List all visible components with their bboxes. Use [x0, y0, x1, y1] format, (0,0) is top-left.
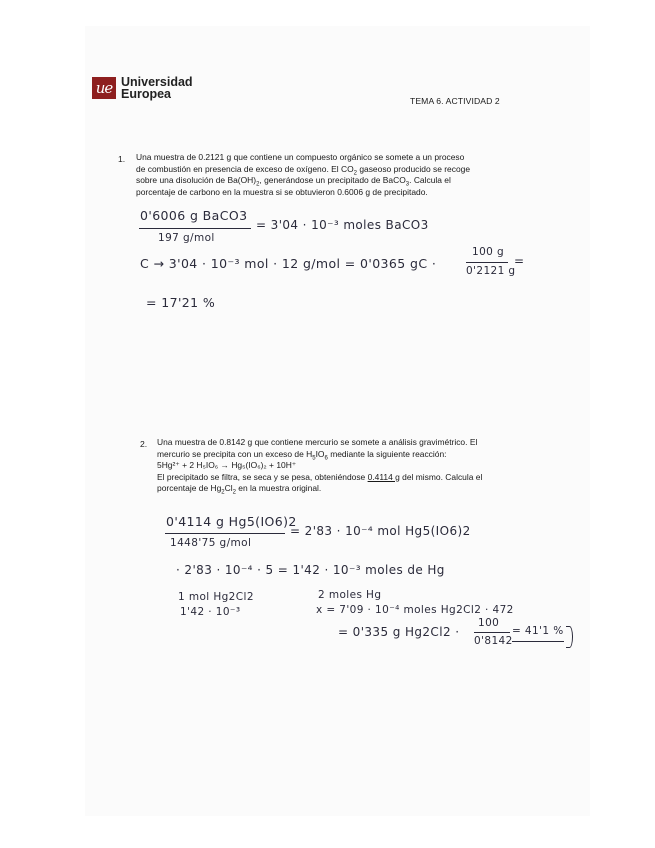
question-2-number: 2. [140, 439, 148, 449]
activity-title: TEMA 6. ACTIVIDAD 2 [410, 96, 500, 106]
hw-q1-carbon: C → 3'04 · 10⁻³ mol · 12 g/mol = 0'0365 gC · [140, 256, 437, 271]
hw-q2-denominator: 1448'75 g/mol [170, 537, 252, 549]
paper-sheet [85, 26, 590, 816]
hw-fraction-bar [474, 632, 510, 633]
hw-fraction-bar [466, 262, 508, 263]
hw-q2-ratio-a: 1 mol Hg2Cl2 [178, 591, 254, 603]
q1-line: sobre una disolución de $Ba(OH)_2$, generándose un precipitado de BaCO$_3$. Calcula el [136, 175, 451, 188]
question-2-text [157, 437, 482, 495]
hw-q2-moles-hg: · 2'83 · 10⁻⁴ · 5 = 1'42 · 10⁻³ moles de Hg [176, 563, 445, 577]
logo-mark-icon: ue [92, 77, 116, 99]
question-1-text [136, 152, 470, 198]
question-1-number: 1. [118, 154, 126, 164]
hw-q2-result: = 2'83 · 10⁻⁴ mol Hg5(IO6)2 [290, 524, 471, 538]
hw-q2-ratio-b: 2 moles Hg [318, 589, 382, 601]
hw-q2-ratio-c: 1'42 · 10⁻³ [180, 606, 241, 618]
hw-q1-numerator: 0'6006 g BaCO3 [140, 208, 248, 223]
q2-line: mercurio se precipita con un exceso de $H_5IO_6$ mediante la siguiente reacción: [157, 448, 447, 462]
hw-q1-frac-den: 0'2121 g [466, 265, 516, 277]
hw-fraction-bar [165, 533, 285, 534]
hw-q2-frac-den: 0'8142 [474, 635, 513, 647]
hw-q1-percent: = 17'21 % [146, 295, 216, 310]
hw-q1-denominator: 197 g/mol [158, 232, 215, 244]
hw-q2-percent: = 41'1 % [512, 625, 564, 637]
q1-line: de combustión en presencia de exceso de oxígeno. El $CO_2$ gaseoso producido se recoge [136, 163, 471, 177]
logo-line-1: Universidad [121, 75, 193, 89]
q2-reaction: 5Hg²⁺ + 2 H₅IO₆ → Hg₅(IO₆)₂ + 10H⁺ [157, 460, 297, 471]
hw-bracket [566, 626, 573, 648]
university-logo [92, 76, 193, 100]
q1-line: porcentaje de carbono en la muestra si se obtuvieron 0.6006 g de precipitado. [136, 186, 428, 197]
q2-line: porcentaje de $Hg_2Cl_2$ en la muestra original. [157, 483, 322, 497]
q1-line: Una muestra de 0.2121 g que contiene un compuesto orgánico se somete a un proceso [136, 152, 465, 162]
logo-text [121, 76, 193, 100]
hw-q1-equals: = [514, 254, 525, 268]
hw-q1-frac-num: 100 g [472, 246, 505, 258]
hw-q1-result: = 3'04 · 10⁻³ moles BaCO3 [256, 218, 429, 232]
hw-q2-numerator: 0'4114 g Hg5(IO6)2 [166, 514, 297, 529]
hw-q2-mass: = 0'335 g Hg2Cl2 · [338, 625, 460, 639]
q2-line: Una muestra de 0.8142 g que contiene mercurio se somete a análisis gravimétrico. El [157, 437, 478, 447]
hw-q2-frac-num: 100 [478, 617, 500, 629]
q2-line: El precipitado se filtra, se seca y se pesa, obteniéndose 0.4114 g del mismo. Calcula el [157, 471, 483, 482]
logo-line-2: Europea [121, 87, 172, 101]
hw-q2-ratio-d: x = 7'09 · 10⁻⁴ moles Hg2Cl2 · 472 [316, 604, 514, 616]
hw-underline [512, 641, 564, 642]
hw-fraction-bar [139, 228, 251, 229]
